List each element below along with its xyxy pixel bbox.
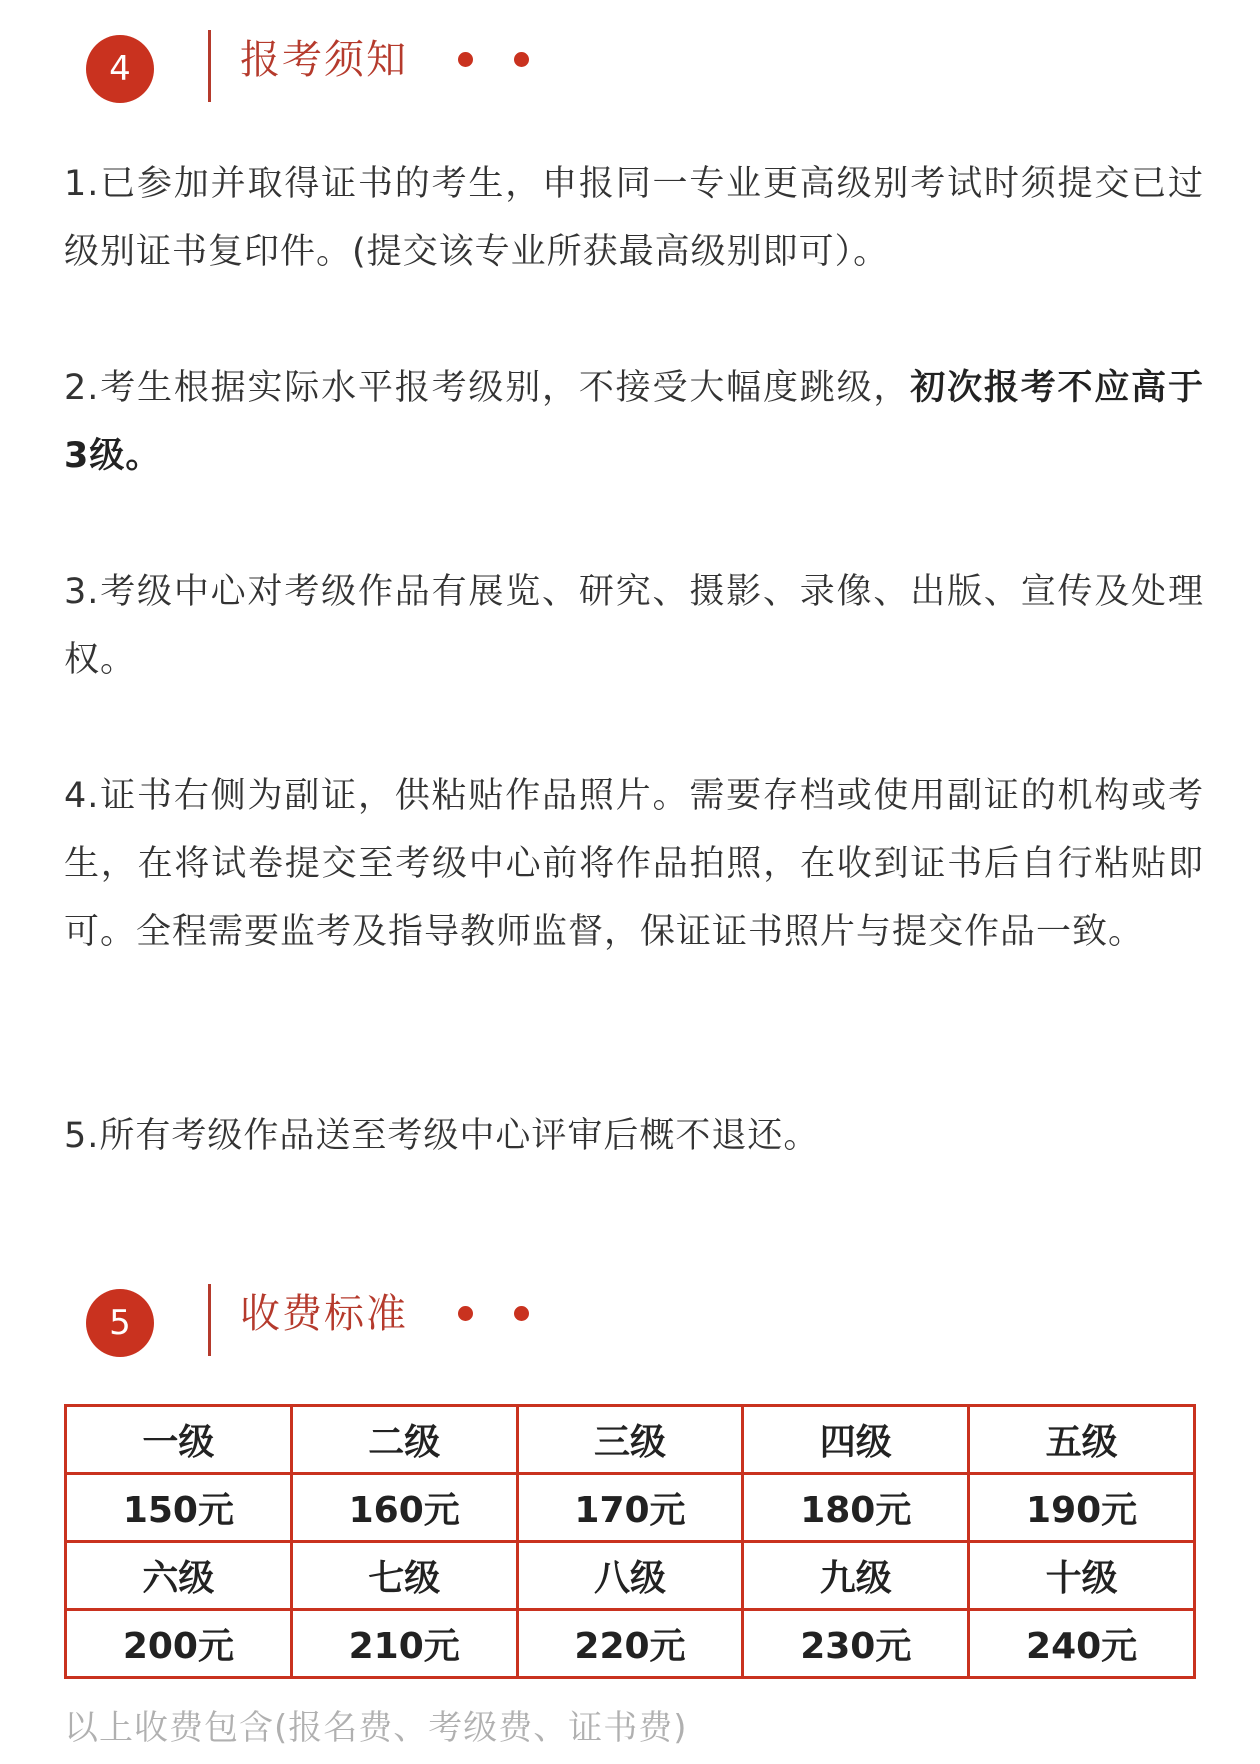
table-cell: 240元	[969, 1610, 1195, 1678]
decor-dot	[458, 52, 473, 67]
notice-item-4: 4.证书右侧为副证，供粘贴作品照片。需要存档或使用副证的机构或考生，在将试卷提交至考级中心前将作品拍照，在收到证书后自行粘贴即可。全程需要监考及指导教师监督，保证证书照片与提交作品一致。	[64, 776, 1204, 952]
table-cell: 五级	[969, 1406, 1195, 1474]
section-4-header	[0, 30, 1260, 110]
header-divider	[208, 1284, 211, 1356]
section-title: 报考须知	[240, 37, 408, 83]
section-title: 收费标准	[240, 1291, 408, 1337]
table-cell: 十级	[969, 1542, 1195, 1610]
table-row-levels	[66, 1542, 1195, 1610]
notice-item-2	[64, 354, 1204, 490]
table-cell: 六级	[66, 1542, 292, 1610]
table-cell: 190元	[969, 1474, 1195, 1542]
table-cell: 七级	[291, 1542, 517, 1610]
table-cell: 170元	[517, 1474, 743, 1542]
table-cell: 210元	[291, 1610, 517, 1678]
table-cell: 八级	[517, 1542, 743, 1610]
fee-table	[64, 1404, 1196, 1679]
table-cell: 220元	[517, 1610, 743, 1678]
table-cell: 230元	[743, 1610, 969, 1678]
decor-dot	[514, 1306, 529, 1321]
notice-item-3: 3.考级中心对考级作品有展览、研究、摄影、录像、出版、宣传及处理权。	[64, 572, 1204, 680]
table-cell: 三级	[517, 1406, 743, 1474]
section-number-badge: 4	[86, 35, 154, 103]
table-cell: 九级	[743, 1542, 969, 1610]
table-cell: 四级	[743, 1406, 969, 1474]
notice-item-5: 5.所有考级作品送至考级中心评审后概不退还。	[64, 1116, 820, 1156]
notice-item-1: 1.已参加并取得证书的考生，申报同一专业更高级别考试时须提交已过级别证书复印件。(提交该专业所获最高级别即可）。	[64, 164, 1204, 272]
table-row-prices	[66, 1474, 1195, 1542]
table-cell: 一级	[66, 1406, 292, 1474]
notice-item-2-emphasis: 初次报考不应高于3级。	[64, 368, 1204, 476]
table-cell: 200元	[66, 1610, 292, 1678]
table-row-levels	[66, 1406, 1195, 1474]
decor-dot	[514, 52, 529, 67]
table-cell: 二级	[291, 1406, 517, 1474]
section-number-badge: 5	[86, 1289, 154, 1357]
decor-dot	[458, 1306, 473, 1321]
section-5-header	[0, 1284, 1260, 1364]
table-cell: 160元	[291, 1474, 517, 1542]
fee-note: 以上收费包含(报名费、考级费、证书费)	[64, 1708, 688, 1748]
notice-item-2-text: 2.考生根据实际水平报考级别，不接受大幅度跳级，	[64, 368, 911, 408]
table-row-prices	[66, 1610, 1195, 1678]
table-cell: 150元	[66, 1474, 292, 1542]
header-divider	[208, 30, 211, 102]
table-cell: 180元	[743, 1474, 969, 1542]
